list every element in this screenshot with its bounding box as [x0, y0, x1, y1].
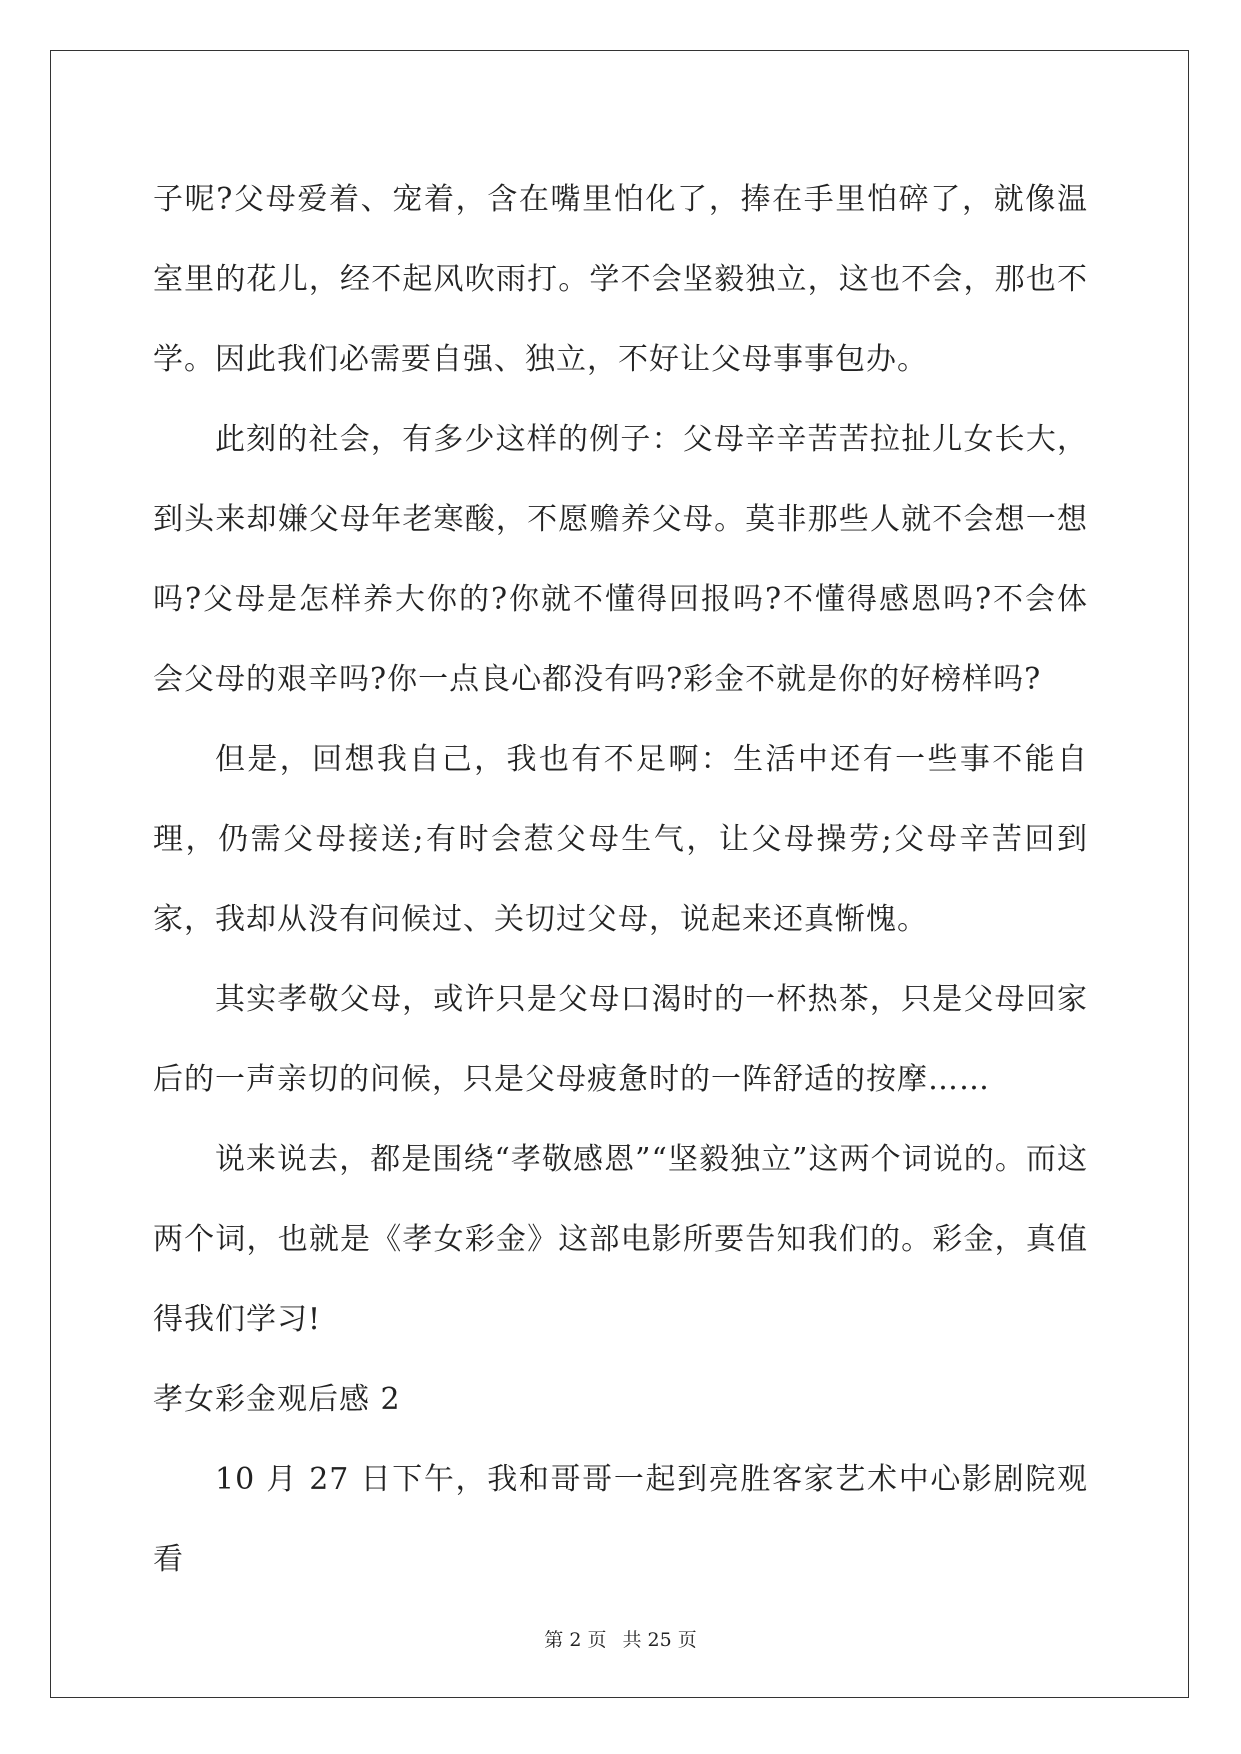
page-number: 第 2 页	[544, 1629, 607, 1651]
page-footer	[0, 1628, 1241, 1652]
page-total: 共 25 页	[622, 1629, 697, 1651]
paragraph: 子呢?父母爱着、宠着，含在嘴里怕化了，捧在手里怕碎了，就像温室里的花儿，经不起风吹雨打。学不会坚毅独立，这也不会，那也不学。因此我们必需要自强、独立，不好让父母事事包办。	[153, 182, 1088, 377]
paragraph: 此刻的社会，有多少这样的例子：父母辛辛苦苦拉扯儿女长大，到头来却嫌父母年老寒酸，不愿赡养父母。莫非那些人就不会想一想吗?父母是怎样养大你的?你就不懂得回报吗?不懂得感恩吗?不会体会父母的艰辛吗?你一点良心都没有吗?彩金不就是你的好榜样吗?	[153, 422, 1088, 697]
section-heading: 孝女彩金观后感 2	[153, 1382, 401, 1417]
paragraph: 说来说去，都是围绕“孝敬感恩”“坚毅独立”这两个词说的。而这两个词，也就是《孝女彩金》这部电影所要告知我们的。彩金，真值得我们学习!	[153, 1142, 1088, 1337]
paragraph: 但是，回想我自己，我也有不足啊：生活中还有一些事不能自理，仍需父母接送;有时会惹父母生气，让父母操劳;父母辛苦回到家，我却从没有问候过、关切过父母，说起来还真惭愧。	[153, 742, 1088, 937]
paragraph: 其实孝敬父母，或许只是父母口渴时的一杯热茶，只是父母回家后的一声亲切的问候，只是父母疲惫时的一阵舒适的按摩……	[153, 982, 1088, 1097]
document-body	[153, 160, 1088, 1600]
paragraph: 10 月 27 日下午，我和哥哥一起到亮胜客家艺术中心影剧院观看	[153, 1462, 1088, 1577]
